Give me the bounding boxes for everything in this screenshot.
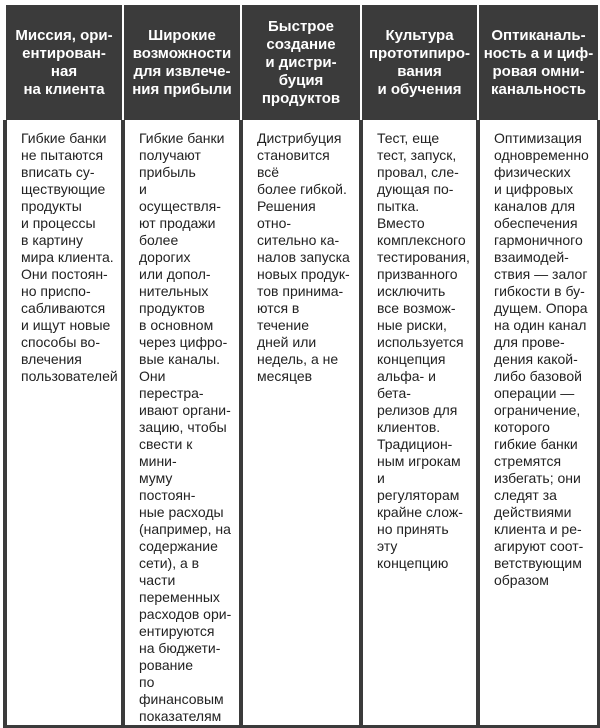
body-cell-prototyping xyxy=(361,121,478,727)
header-cell-distribution xyxy=(241,4,361,121)
body-cell-mission xyxy=(5,121,123,727)
header-row xyxy=(5,4,599,121)
header-omnichannel-label: Оптиканаль- ность а и циф- ровая омни- канальность xyxy=(483,26,594,98)
body-profit-text: Гибкие банки получают прибыль и осуществля- ют продажи более дорогих или допол- нительных продуктов в основном через цифро- вые каналы. Они перестра- ивают органи- зацию, чтобы свести к мини- муму постоян- ные расходы (например, на содержание сети), а в части переменных расходов ори- ентируются на бюджети- рование по финансовым показателям xyxy=(139,130,232,724)
body-cell-omnichannel xyxy=(478,121,599,727)
body-cell-distribution xyxy=(241,121,361,727)
header-cell-mission xyxy=(5,4,123,121)
header-mission-label: Миссия, ори- ентирован- ная на клиента xyxy=(15,26,113,98)
body-row xyxy=(5,121,599,727)
header-profit-label: Широкие возможности для извлече- ния прибыли xyxy=(132,26,232,98)
body-distribution-text: Дистрибуция становится всё более гибкой. Решения отно- сительно ка- налов запуска новых продук- тов принима- ются в течение дней или недель, а не месяцев xyxy=(257,130,350,384)
body-prototyping-text: Тест, еще тест, запуск, провал, сле- дующая по- пытка. Вместо комплексного тестирования, призванного исключить все возмож- ные риски, используется концепция альфа- и бета- релизов для клиентов. Традицион- ным игрокам и регуляторам крайне слож- но принять эту концепцию xyxy=(377,130,470,571)
header-cell-omnichannel xyxy=(478,4,599,121)
header-prototyping-label: Культура прототипиро- вания и обучения xyxy=(368,26,471,98)
body-omnichannel-text: Оптимизация одновременно физических и цифровых каналов для обеспечения гармоничного взаимодей- ствия — залог гибкости в бу- дущем. Опора на один канал для прове- дения какой- либо базовой операции — ограничение, которого гибкие банки стремятся избегать; они следят за действиями клиента и ре- агируют соот- ветствующим образом xyxy=(494,130,589,588)
comparison-table xyxy=(3,3,600,728)
header-cell-profit xyxy=(123,4,241,121)
body-cell-profit xyxy=(123,121,241,727)
body-mission-text: Гибкие банки не пытаются вписать су- ществующие продукты и процессы в картину мира клиента. Они постоян- но приспо- сабливаются и ищут новые способы во- влечения пользователей xyxy=(21,130,118,384)
header-distribution-label: Быстрое создание и дистри- буция продуктов xyxy=(261,17,341,107)
header-cell-prototyping xyxy=(361,4,478,121)
